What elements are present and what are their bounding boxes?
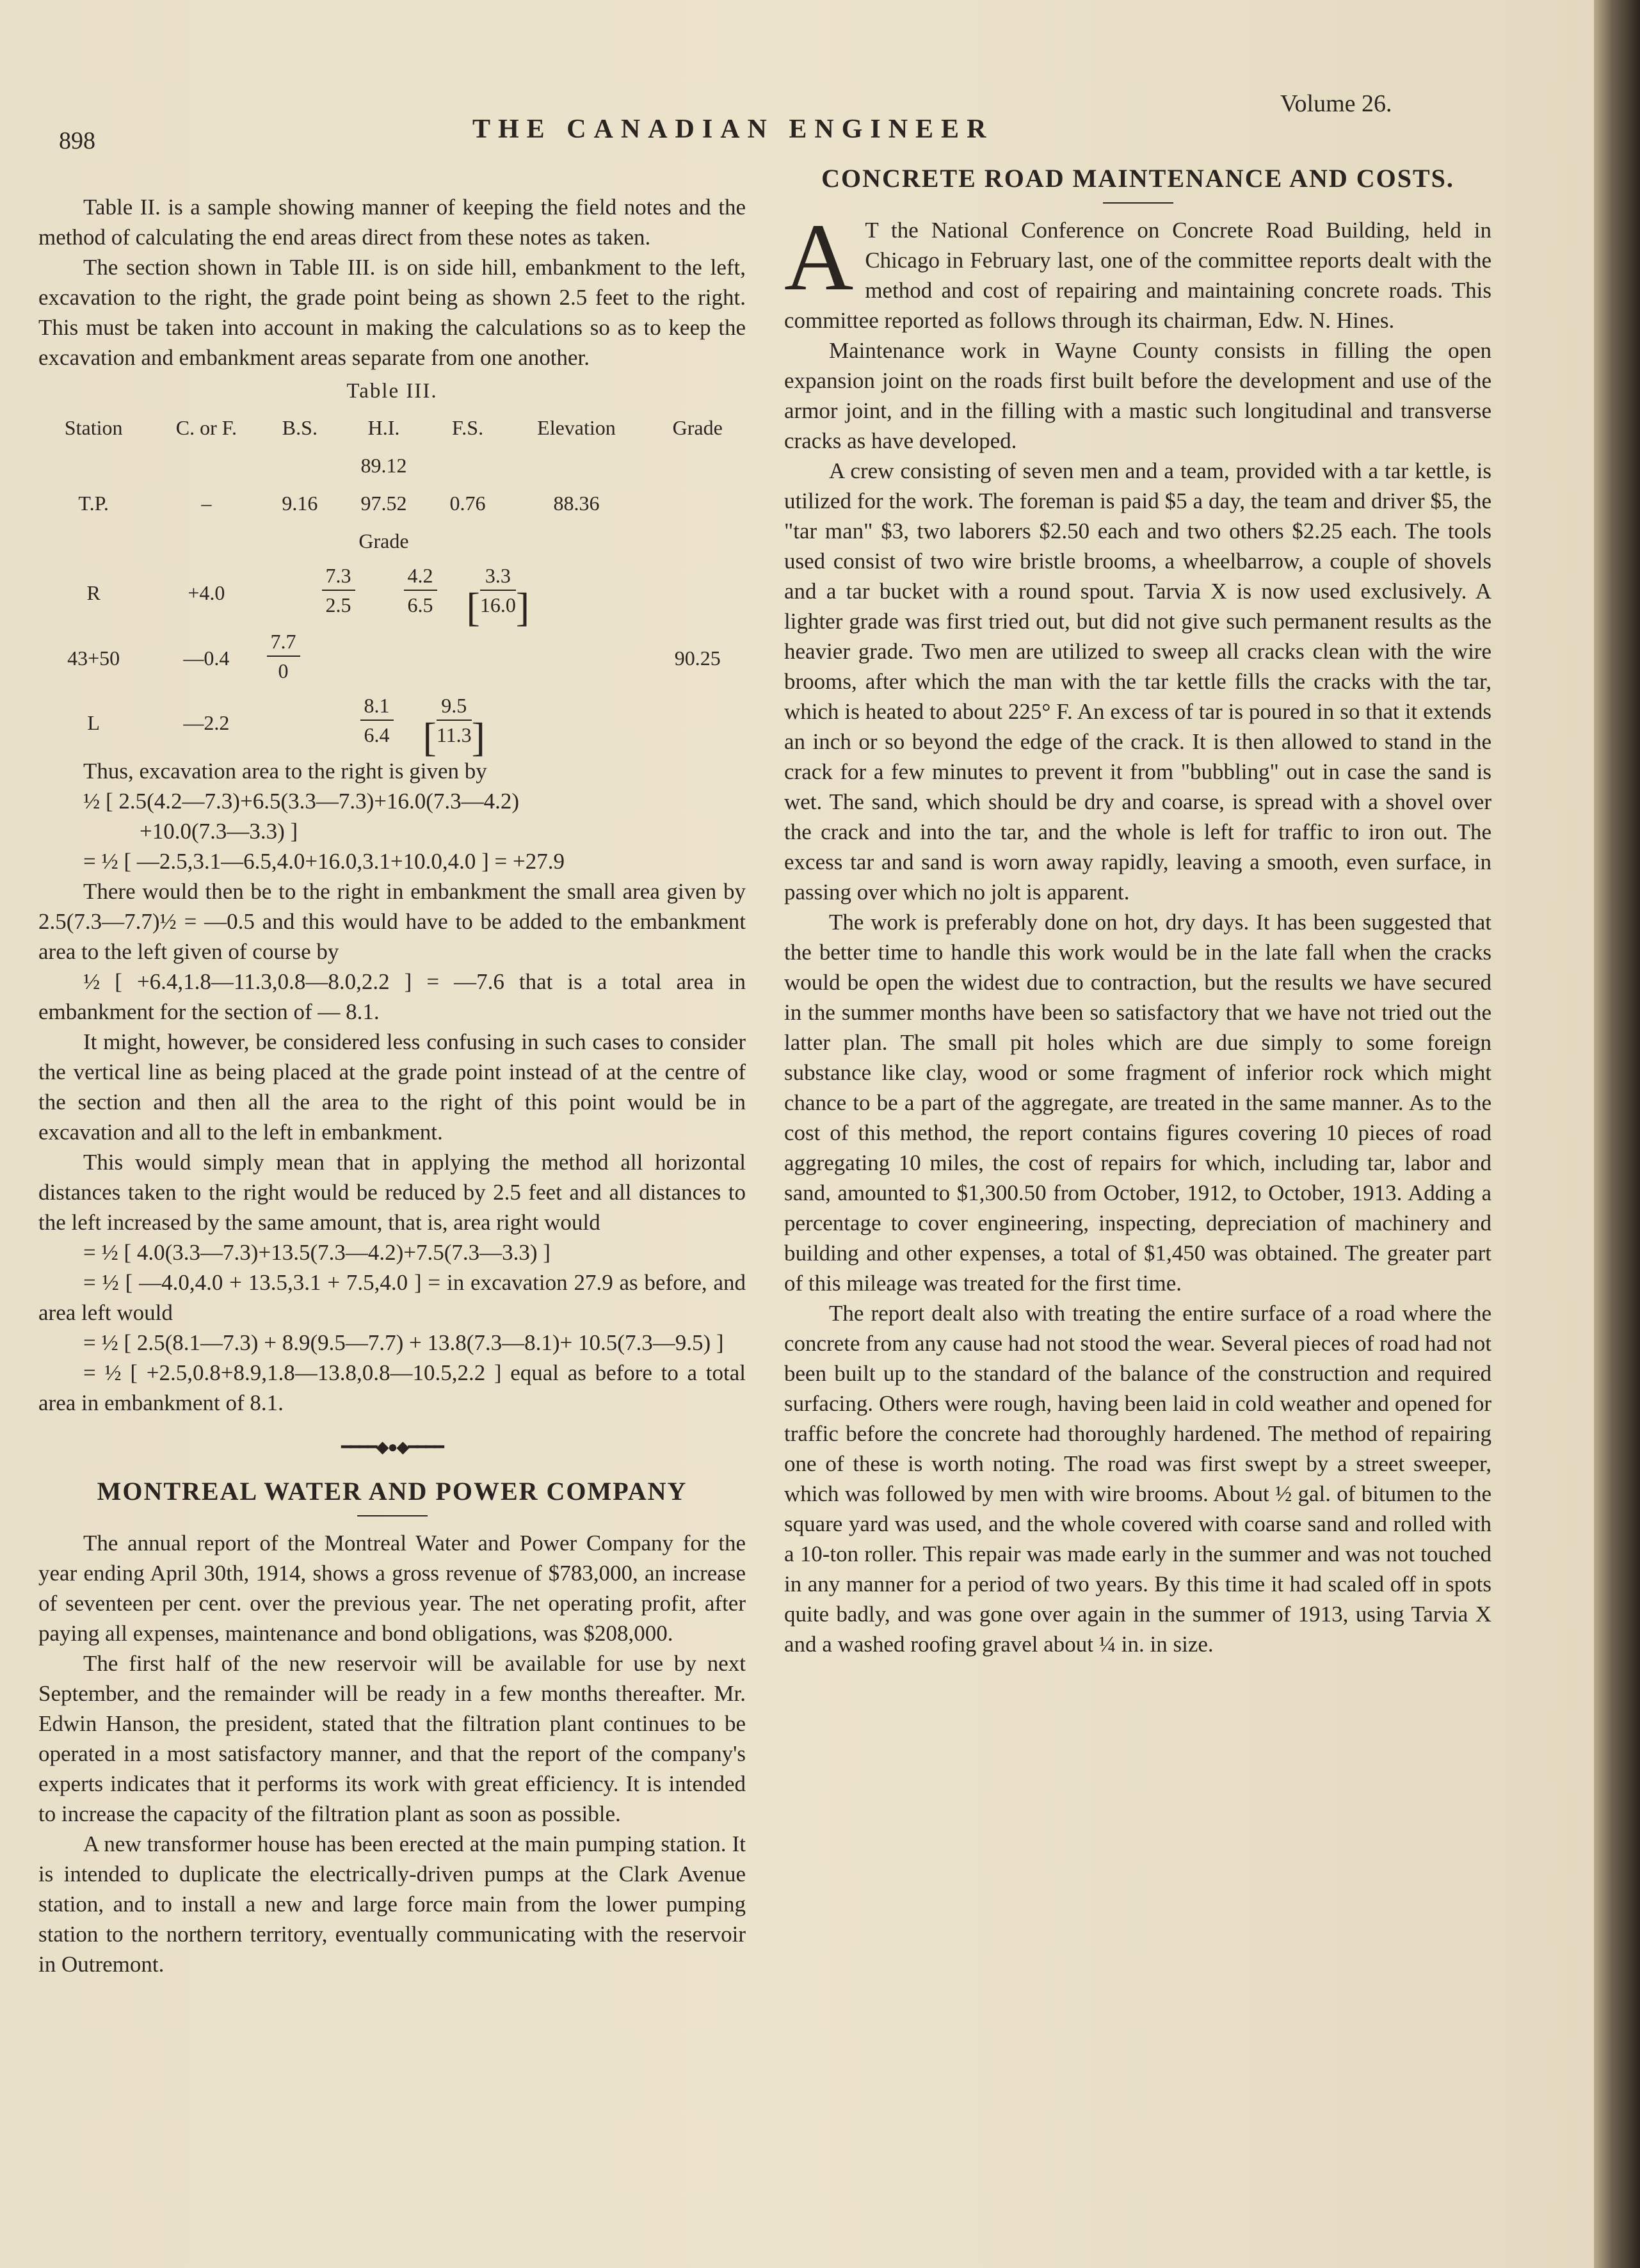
paragraph: The first half of the new reservoir will be available for use by next September, and the remainder will be ready in a few months thereafter. Mr. Edwin Hanson, the president, stated that the filtration plant continues to be operated in a most satisfactory manner, and that the report of the company's experts indicates that it performs its work with great efficiency. It is intended to increase the capacity of the filtration plant as soon as possible. (38, 1651, 746, 1827)
table-cell: 89.12 (360, 454, 407, 477)
fraction: $\frac{7.3}{2.5}$ (322, 564, 355, 616)
table-cell: +4.0 (188, 581, 225, 605)
fraction: $\frac{3.3}{16.0}$ (479, 564, 516, 616)
table-cell: T.P. (78, 492, 109, 515)
table-cell: L (87, 711, 100, 735)
section-ornament: ━━━━◆●◆━━━━ (341, 1438, 443, 1457)
table-cell: R (86, 581, 100, 605)
paragraph: The work is preferably done on hot, dry days. It has been suggested that the better time to handle this work would be in the late fall when the cracks would be open the widest due to contraction, but the results we have secured in the summer months have been so satisfactory that we have not tried out the latter plan. The small pit holes which are due simply to some foreign substance like clay, wood or some fragment of inferior rock which might chance to be a part of the aggregate, are treated in the same manner. As to the cost of this method, the report contains figures covering 10 pieces of road aggregating 10 miles, the cost of repairs for which, including tar, labor and sand, amounted to $1,300.50 from October, 1912, to October, 1913. Adding a percentage to cover engineering, inspecting, depreciation of machinery and building and other expenses, a total of $1,450 was obtained. The greater part of this mileage was treated for the first time. (784, 910, 1491, 1296)
paragraph: It might, however, be considered less confusing in such cases to consider the vertical line as being placed at the grade point instead of at the centre of the section and then all the area to the right of this point would be in excavation and all to the left in embankment. (38, 1029, 746, 1145)
formula: ½ [ 2.5(4.2—7.3)+6.5(3.3—7.3)+16.0(7.3—4.2) (83, 789, 520, 814)
table-header: Station (64, 416, 123, 439)
formula: = ½ [ 4.0(3.3—7.3)+13.5(7.3—4.2)+7.5(7.3—3.3) ] (83, 1240, 551, 1266)
table-cell: —0.4 (183, 646, 230, 670)
table-header: H.I. (367, 416, 400, 439)
paragraph: The section shown in Table III. is on side hill, embankment to the left, excavation to the right, the grade point being as shown 2.5 feet to the right. This must be taken into account in making the calculations so as to keep the excavation and embankment areas separate from one another. (38, 255, 746, 370)
table-cell: Grade (358, 529, 409, 552)
formula: = ½ [ 2.5(8.1—7.3) + 8.9(9.5—7.7) + 13.8(7.3—8.1)+ 10.5(7.3—9.5) ] (83, 1330, 724, 1356)
table-cell: 88.36 (553, 492, 600, 515)
paragraph: Maintenance work in Wayne County consists in filling the open expansion joint on the roads first built before the development and use of the armor joint, and in the filling with a mastic such longitudinal and transverse cracks as have developed. (784, 338, 1491, 453)
table-cell: 43+50 (67, 646, 120, 670)
paragraph: The report dealt also with treating the entire surface of a road where the concrete from any cause had not stood the wear. Several pieces of road had not been built up to the standard of the balance of the construction and required surfacing. Others were rough, having been laid in cold weather and opened for traffic before the concrete had thoroughly hardened. The method of repairing one of these is worth noting. The road was first swept by a street sweeper, which was followed by men with wire brooms. About ½ gal. of bitumen to the square yard was used, and the whole covered with coarse sand and rolled with a 10-ton roller. This repair was made early in the summer and was not touched in any manner for a period of two years. By this time it had scaled off in spots quite badly, and was gone over again in the summer of 1913, using Tarvia X and a washed roofing gravel about ¼ in. in size. (784, 1301, 1491, 1657)
book-binding (1594, 0, 1640, 2268)
drop-cap: A (784, 204, 854, 310)
table-row (38, 447, 746, 485)
paragraph: This would simply mean that in applying the method all horizontal distances taken to the right would be reduced by 2.5 feet and all distances to the left increased by the same amount, that is, area right would (38, 1150, 746, 1235)
paragraph: A new transformer house has been erected at the main pumping station. It is intended to duplicate the electrically-driven pumps at the Clark Avenue station, and to install a new and large force main from the lower pumping station to the northern territory, eventually communicating with the reservoir in Outremont. (38, 1831, 746, 1977)
table-cell: —2.2 (183, 711, 230, 735)
paragraph (784, 204, 1491, 335)
fraction: $\frac{7.7}{0}$ (267, 630, 300, 682)
table-row (38, 522, 746, 560)
fraction: $\frac{9.5}{11.3}$ (436, 694, 472, 747)
article-headline: MONTREAL WATER AND POWER COMPANY (97, 1477, 687, 1506)
paragraph: A crew consisting of seven men and a team, provided with a tar kettle, is utilized for the work. The foreman is paid $5 a day, the team and driver $5, the "tar man" $3, two laborers $2.50 each and two others $2.25 each. The tools used consist of two wire bristle brooms, a wheelbarrow, a couple of shovels and a tar bucket with a round spout. Tarvia X is now used exclusively. A lighter grade was first tried out, but did not give such permanent results as the heavier grade. Two men are utilized to sweep all cracks clean with the wire brooms, after which the man with the tar kettle fills the cracks with the tar, which is heated to about 225° F. An excess of tar is poured in so that it extends an inch or so beyond the edge of the crack. It is then allowed to stand in the crack for a few minutes to prevent it from "bubbling" out in case the sand is wet. The sand, which should be dry and coarse, is spread with a shovel over the crack and into the tar, and the whole is left for traffic to iron out. The excess tar and sand is worn away rapidly, leaving a smooth, even surface, in passing over which no jolt is apparent. (784, 458, 1491, 905)
table-caption: Table III. (346, 380, 438, 403)
table-header-row (38, 409, 746, 447)
right-column (784, 163, 1491, 1659)
page-number: 898 (59, 127, 95, 154)
formula: ½ [ +6.4,1.8—11.3,0.8—8.0,2.2 ] = —7.6 that is a total area in embankment for the section of — 8.1. (38, 969, 746, 1025)
table-iii (38, 409, 746, 760)
paragraph: Table II. is a sample showing manner of keeping the field notes and the method of calculating the end areas direct from these notes as taken. (38, 195, 746, 250)
formula: = ½ [ —4.0,4.0 + 13.5,3.1 + 7.5,4.0 ] = in excavation 27.9 as before, and area left would (38, 1270, 746, 1326)
table-row: T.P. – 9.16 97.52 0.76 88.36 (38, 485, 746, 522)
headline-rule (1103, 202, 1173, 204)
headline-rule (357, 1515, 428, 1516)
paragraph: Thus, excavation area to the right is given by (83, 759, 487, 784)
formula: = ½ [ —2.5,3.1—6.5,4.0+16.0,3.1+10.0,4.0 ] = +27.9 (83, 849, 565, 874)
volume-label: Volume 26. (1280, 90, 1392, 117)
table-cell: 90.25 (674, 646, 721, 670)
paragraph: There would then be to the right in embankment the small area given by 2.5(7.3—7.7)½ = —0.5 and this would have to be added to the embankment area to the left given of course by (38, 879, 746, 965)
table-cell: 0.76 (449, 492, 486, 515)
formula: = ½ [ +2.5,0.8+8.9,1.8—13.8,0.8—10.5,2.2 ] equal as before to a total area in embankment of 8.1. (38, 1360, 746, 1416)
paragraph: The annual report of the Montreal Water and Power Company for the year ending April 30th, 1914, shows a gross revenue of $783,000, an increase of seventeen per cent. over the previous year. The net operating profit, after paying all expenses, maintenance and bond obligations, was $208,000. (38, 1531, 746, 1646)
fraction: $\frac{8.1}{6.4}$ (360, 694, 394, 746)
table-cell: 9.16 (282, 492, 318, 515)
left-column (38, 192, 746, 1979)
table-cell: 97.52 (360, 492, 407, 515)
table-row (38, 626, 746, 690)
table-header: B.S. (282, 416, 318, 439)
formula: +10.0(7.3—3.3) ] (140, 819, 298, 844)
fraction: $\frac{4.2}{6.5}$ (404, 564, 437, 616)
paragraph-text: T the National Conference on Concrete Road Building, held in Chicago in February last, one of the committee reports dealt with the method and cost of repairing and maintaining concrete roads. This committee reported as follows through its chairman, Edw. N. Hines. (784, 218, 1491, 333)
table-row: L —2.2 $\frac{8.1}{6.4}$ [ $\frac{9.5}{11.3}$ ] (38, 690, 746, 756)
table-header: C. or F. (175, 416, 237, 439)
table-header: Elevation (537, 416, 616, 439)
table-header: Grade (672, 416, 723, 439)
table-row: R +4.0 $\frac{7.3}{2.5}$ $\frac{4.2}{6.5}$ [ $\frac{3.3}{16.0}$ ] (38, 560, 746, 626)
journal-title: THE CANADIAN ENGINEER (472, 115, 994, 144)
article-headline: CONCRETE ROAD MAINTENANCE AND COSTS. (821, 164, 1454, 193)
table-header: F.S. (452, 416, 484, 439)
